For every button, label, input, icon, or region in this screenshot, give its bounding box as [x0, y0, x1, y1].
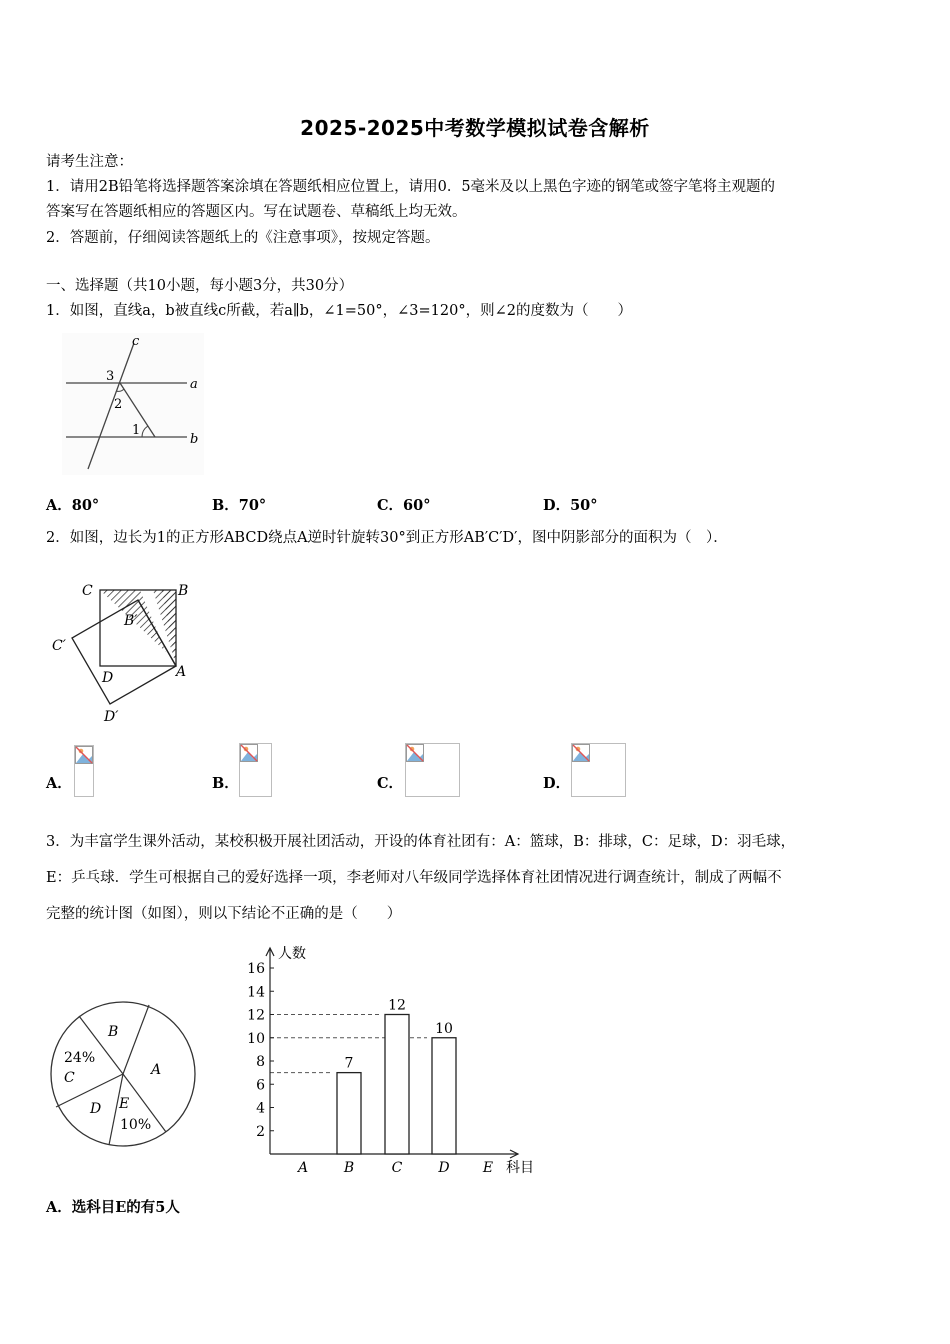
pie-label-d: D [90, 1101, 102, 1117]
q2-option-a-image [74, 745, 94, 797]
q1-figure [62, 333, 204, 475]
bar-C [385, 1015, 409, 1155]
q2-option-a-label[interactable]: A． [46, 775, 72, 792]
y-tick-label-12: 12 [247, 1007, 265, 1024]
q1-option-c[interactable]: C．60° [377, 497, 431, 514]
label-Bp: B′ [124, 613, 138, 629]
section-heading: 一、选择题（共10小题，每小题3分，共30分） [46, 278, 354, 294]
q2-option-c-image [405, 743, 460, 797]
label-C: C [82, 583, 93, 599]
broken-image-icon [240, 744, 260, 764]
y-tick-label-6: 6 [256, 1077, 265, 1094]
label-Dp: D′ [104, 709, 119, 725]
x-tick-label-B: B [343, 1160, 355, 1176]
label-A: A [176, 664, 187, 680]
pie-label-c: C [64, 1070, 75, 1086]
x-tick-label-D: D [438, 1160, 450, 1176]
broken-image-icon [406, 744, 426, 764]
y-axis-title: 人数 [278, 946, 306, 962]
bar-chart [238, 936, 543, 1180]
y-tick-label-4: 4 [256, 1100, 265, 1117]
q2-option-d-image [571, 743, 626, 797]
q2-figure [48, 578, 198, 728]
q2-stem: 2．如图，边长为1的正方形ABCD绕点A逆时针旋转30°到正方形AB′C′D′，图中阴影部分的面积为（ ）． [46, 530, 728, 546]
bar-D [432, 1038, 456, 1154]
label-angle-2: 2 [114, 397, 123, 412]
q3-option-a[interactable]: A．选科目E的有5人 [46, 1199, 180, 1216]
label-a: a [190, 377, 198, 392]
data-label-C: 12 [388, 997, 406, 1014]
y-tick-label-10: 10 [247, 1030, 265, 1047]
pie-label-c-percent: 24% [64, 1050, 96, 1066]
data-label-B: 7 [344, 1055, 354, 1072]
data-label-D: 10 [435, 1020, 453, 1037]
q2-option-b-image [239, 743, 272, 797]
q1-option-a[interactable]: A．80° [46, 497, 100, 514]
y-tick-label-8: 8 [256, 1054, 265, 1070]
label-c: c [132, 334, 140, 349]
bar-B [337, 1073, 361, 1154]
page-title: 2025-2025中考数学模拟试卷含解析 [300, 116, 650, 140]
label-angle-3: 3 [106, 369, 115, 384]
q2-option-b-label[interactable]: B． [212, 775, 239, 792]
broken-image-icon [572, 744, 592, 764]
q2-option-d-label[interactable]: D． [543, 775, 571, 792]
q1-stem: 1．如图，直线a，b被直线c所截，若a∥b，∠1=50°，∠3=120°，则∠2的度数为（ ） [46, 303, 632, 319]
x-axis-title: 科目 [506, 1160, 534, 1176]
label-b: b [190, 432, 199, 447]
label-B: B [178, 583, 189, 599]
pie-label-e: E [119, 1096, 130, 1112]
pie-label-e-percent: 10% [120, 1117, 152, 1133]
q1-option-b[interactable]: B．70° [212, 497, 267, 514]
q3-stem-line-3: 完整的统计图（如图），则以下结论不正确的是（ ） [46, 906, 402, 922]
notice-item-1-line-2: 答案写在答题纸相应的答题区内。写在试题卷、草稿纸上均无效。 [46, 204, 467, 220]
y-tick-label-16: 16 [247, 961, 265, 977]
q3-stem-line-1: 3．为丰富学生课外活动，某校积极开展社团活动，开设的体育社团有：A：篮球，B：排球，C：足球，D：羽毛球， [46, 834, 796, 850]
label-D: D [102, 670, 114, 686]
q1-option-d[interactable]: D．50° [543, 497, 598, 514]
notice-heading: 请考生注意： [46, 154, 133, 170]
q3-stem-line-2: E：乒乓球．学生可根据自己的爱好选择一项，李老师对八年级同学选择体育社团情况进行调查统计，制成了两幅不 [46, 870, 782, 886]
x-tick-label-C: C [391, 1160, 403, 1176]
pie-label-b: B [108, 1024, 119, 1040]
label-angle-1: 1 [132, 423, 141, 438]
q2-option-c-label[interactable]: C． [377, 775, 404, 792]
notice-item-1-line-1: 1．请用2B铅笔将选择题答案涂填在答题纸相应位置上，请用0．5毫米及以上黑色字迹的钢笔或签字笔将主观题的 [46, 179, 776, 195]
x-tick-label-A: A [297, 1160, 309, 1176]
notice-item-2: 2．答题前，仔细阅读答题纸上的《注意事项》，按规定答题。 [46, 230, 440, 246]
broken-image-icon [75, 746, 95, 766]
pie-chart [46, 1000, 206, 1160]
x-tick-label-E: E [482, 1160, 494, 1176]
y-tick-label-2: 2 [256, 1123, 265, 1140]
y-tick-label-14: 14 [247, 984, 265, 1001]
pie-label-a: A [151, 1062, 162, 1078]
label-Cp: C′ [52, 638, 66, 654]
